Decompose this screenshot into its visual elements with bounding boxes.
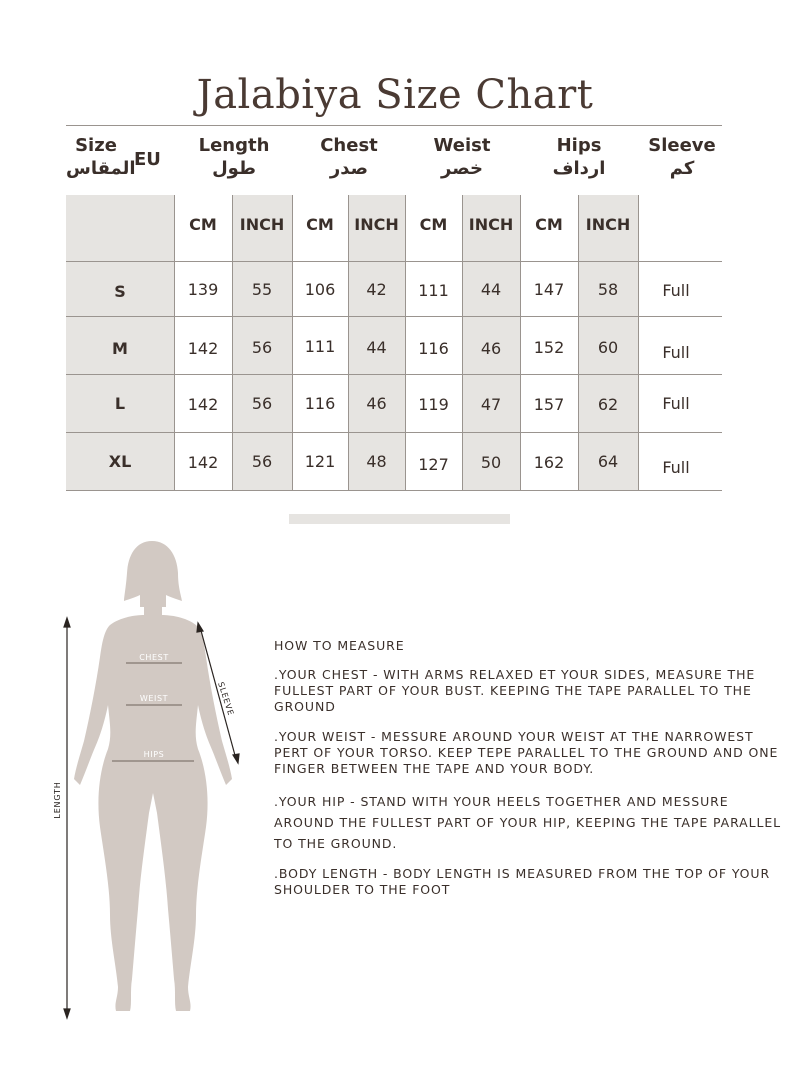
hips-inch-cell: 62 <box>597 395 619 414</box>
chest-label: CHEST <box>139 653 169 662</box>
hips-cm-cell: 152 <box>533 338 565 357</box>
section-divider <box>289 514 510 524</box>
size-cell: XL <box>108 452 132 471</box>
chest-cm-cell: 106 <box>304 280 336 299</box>
unit-chest-cm: CM <box>306 215 334 234</box>
header-hips <box>522 126 636 192</box>
header-weist-label: Weist <box>433 135 491 156</box>
chart-title: Jalabiya Size Chart <box>196 72 594 118</box>
hips-inch-cell: 58 <box>597 280 619 299</box>
chest-inch-cell: 48 <box>366 452 387 471</box>
header-sleeve <box>638 126 726 192</box>
hips-cm-cell: 157 <box>533 395 565 414</box>
table-row <box>66 432 722 490</box>
weist-inch-cell: 50 <box>480 453 502 472</box>
length-inch-cell: 56 <box>251 338 273 357</box>
length-inch-cell: 56 <box>251 394 273 413</box>
unit-hips-inch: INCH <box>585 215 631 234</box>
header-length-arabic: طول <box>212 158 256 179</box>
hips-inch-cell: 64 <box>597 452 619 471</box>
instruction-chest: .YOUR CHEST - WITH ARMS RELAXED ET YOUR SIDES, MEASURE THE FULLEST PART OF YOUR BUST. KEEPING THE TAPE PARALLEL TO THE GROUND <box>274 667 756 714</box>
chest-cm-cell: 111 <box>304 337 336 356</box>
chest-cm-cell: 116 <box>304 394 336 413</box>
header-hips-arabic: ارداف <box>552 158 606 179</box>
table-row <box>66 316 722 374</box>
header-size-arabic: المقاس <box>66 158 136 179</box>
body-measurement-figure <box>40 535 260 1025</box>
size-cell: S <box>114 282 126 301</box>
sleeve-cell: Full <box>662 281 690 300</box>
length-inch-cell: 56 <box>251 452 273 471</box>
size-cell: L <box>114 394 126 413</box>
length-label: LENGTH <box>53 781 62 819</box>
weist-inch-cell: 47 <box>480 395 502 414</box>
sleeve-cell: Full <box>662 394 690 413</box>
header-weist <box>406 126 518 192</box>
header-weist-arabic: خصر <box>441 158 483 179</box>
instructions-heading: HOW TO MEASURE <box>274 638 405 653</box>
header-chest-label: Chest <box>320 135 378 156</box>
sleeve-cell: Full <box>662 343 690 362</box>
table-row <box>66 261 722 316</box>
header-length-label: Length <box>198 135 270 156</box>
weist-inch-cell: 44 <box>480 280 502 299</box>
header-length <box>176 126 292 192</box>
length-cm-cell: 142 <box>187 453 219 472</box>
chest-inch-cell: 46 <box>366 394 387 413</box>
chest-inch-cell: 44 <box>366 338 387 357</box>
size-cell: M <box>112 339 128 358</box>
weist-cm-cell: 116 <box>418 339 449 358</box>
header-chest-arabic: صدر <box>329 158 369 179</box>
table-row <box>66 374 722 432</box>
header-sleeve-label: Sleeve <box>648 135 716 156</box>
instruction-weist: .YOUR WEIST - MESSURE AROUND YOUR WEIST AT THE NARROWEST PERT OF YOUR TORSO. KEEP TEPE PARALLEL TO THE GROUND AND ONE FINGER BETWEEN THE TAPE AND YOUR BODY. <box>274 729 779 776</box>
weist-cm-cell: 127 <box>418 455 449 474</box>
weist-label: WEIST <box>139 694 169 703</box>
body-silhouette <box>74 541 232 1011</box>
unit-hips-cm: CM <box>535 215 563 234</box>
length-cm-cell: 139 <box>187 280 219 299</box>
weist-cm-cell: 111 <box>418 281 449 300</box>
sleeve-label: SLEEVE <box>216 680 236 717</box>
header-size-label: Size <box>75 135 117 156</box>
hips-inch-cell: 60 <box>597 338 619 357</box>
instruction-length: .BODY LENGTH - BODY LENGTH IS MEASURED FROM THE TOP OF YOUR SHOULDER TO THE FOOT <box>274 866 771 897</box>
hips-cm-cell: 147 <box>533 280 565 299</box>
length-cm-cell: 142 <box>187 339 219 358</box>
unit-length-cm: CM <box>189 215 217 234</box>
length-cm-cell: 142 <box>187 395 219 414</box>
measuring-instructions <box>274 638 789 912</box>
unit-length-inch: INCH <box>239 215 285 234</box>
header-sleeve-arabic: كم <box>669 158 695 179</box>
length-inch-cell: 55 <box>251 280 273 299</box>
hips-cm-cell: 162 <box>533 453 565 472</box>
table-bottom-rule <box>66 490 722 491</box>
header-eu-label: EU <box>134 149 161 170</box>
instruction-hip: .YOUR HIP - STAND WITH YOUR HEELS TOGETHER AND MESSURE AROUND THE FULLEST PART OF YOUR HIP, KEEPING THE TAPE PARALLEL TO THE GROUND. <box>274 794 782 851</box>
unit-chest-inch: INCH <box>354 215 399 234</box>
chest-inch-cell: 42 <box>366 280 387 299</box>
hips-label: HIPS <box>143 750 165 759</box>
table-header <box>66 125 722 191</box>
weist-inch-cell: 46 <box>480 339 502 358</box>
unit-weist-inch: INCH <box>468 215 514 234</box>
header-hips-label: Hips <box>556 135 602 156</box>
sleeve-cell: Full <box>662 458 690 477</box>
units-row <box>66 195 722 261</box>
unit-weist-cm: CM <box>419 215 448 234</box>
header-size <box>66 126 136 192</box>
chest-cm-cell: 121 <box>304 452 336 471</box>
header-chest <box>292 126 406 192</box>
weist-cm-cell: 119 <box>418 395 449 414</box>
